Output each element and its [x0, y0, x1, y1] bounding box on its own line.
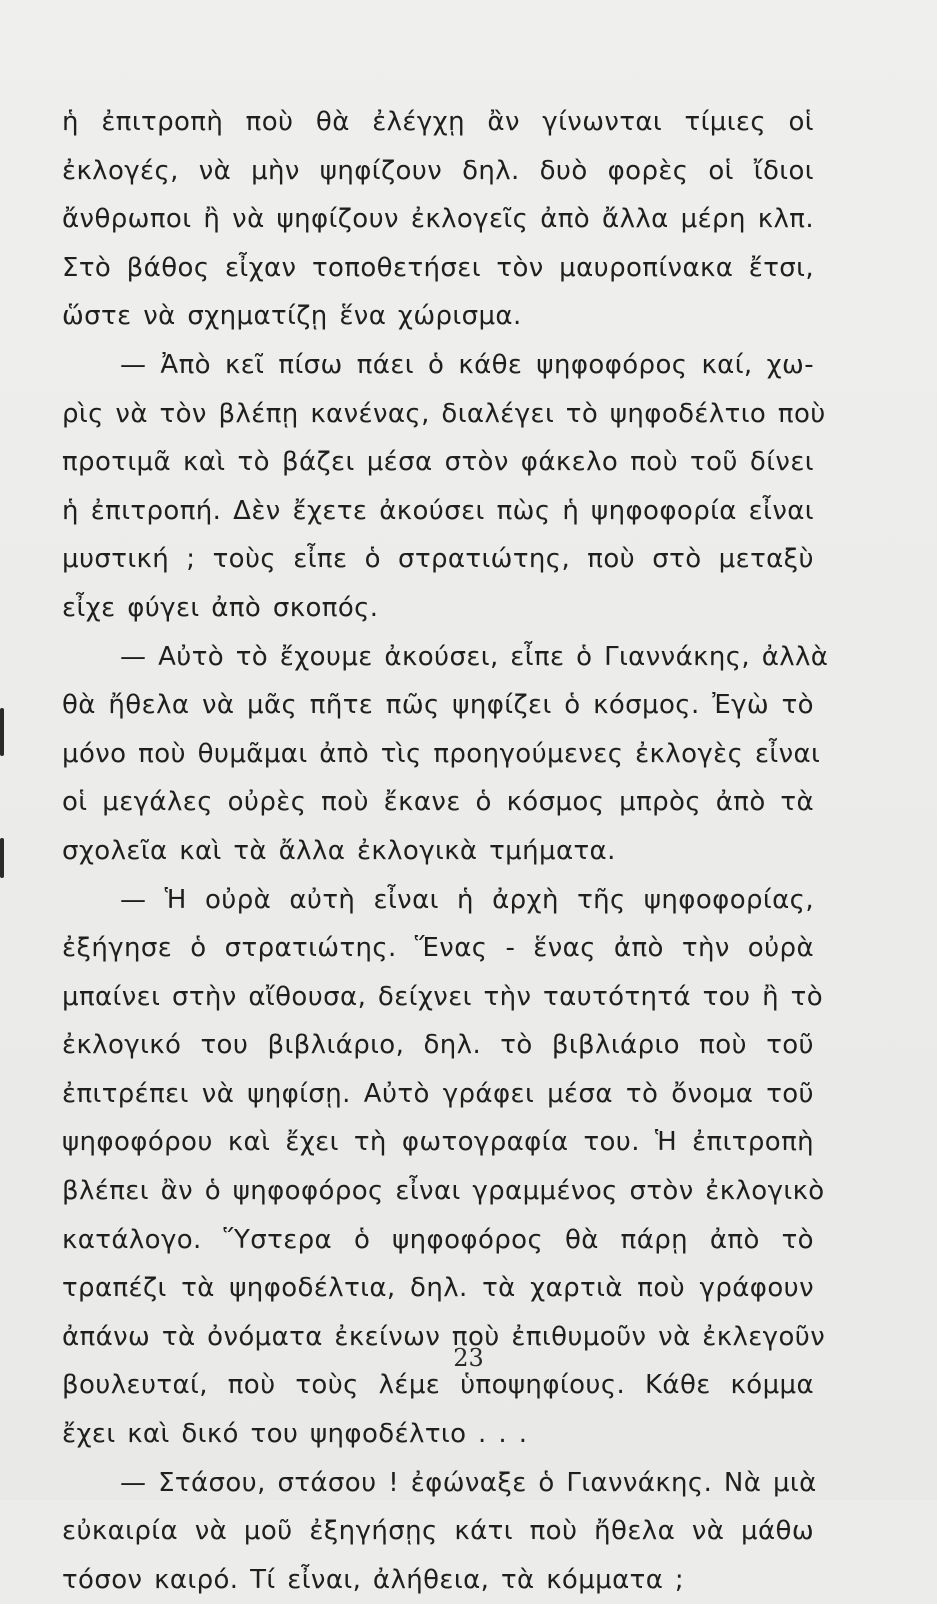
text-line: ἔχει καὶ δικό του ψηφοδέλτιο . . .	[62, 1419, 528, 1450]
text-line: προτιμᾶ καὶ τὸ βάζει μέσα στὸν φάκελο ποὺ τοῦ δίνει	[62, 447, 814, 478]
text-line: ἐπιτρέπει νὰ ψηφίσῃ. Αὐτὸ γράφει μέσα τὸ ὄνομα τοῦ	[62, 1078, 814, 1109]
text-line: ἡ ἐπιτροπὴ ποὺ θὰ ἐλέγχῃ ἂν γίνωνται τίμιες οἱ	[62, 107, 814, 137]
text-line: ρὶς νὰ τὸν βλέπῃ κανένας, διαλέγει τὸ ψηφοδέλτιο ποὺ	[62, 398, 826, 429]
text-line: ἐκλογικό του βιβλιάριο, δηλ. τὸ βιβλιάριο ποὺ τοῦ	[62, 1030, 814, 1061]
text-line: μπαίνει στὴν αἴθουσα, δείχνει τὴν ταυτότητά του ἢ τὸ	[62, 981, 824, 1012]
text-line: ἡ ἐπιτροπή. Δὲν ἔχετε ἀκούσει πὼς ἡ ψηφοφορία εἶναι	[62, 495, 814, 526]
text-line: — Αὐτὸ τὸ ἔχουμε ἀκούσει, εἶπε ὁ Γιαννάκης, ἀλλὰ	[120, 641, 829, 672]
text-line: βουλευταί, ποὺ τοὺς λέμε ὑποψηφίους. Κάθε κόμμα	[62, 1370, 814, 1401]
text-line: ψηφοφόρου καὶ ἔχει τὴ φωτογραφία του. Ἡ ἐπιτροπὴ	[62, 1127, 814, 1158]
text-line: εἶχε φύγει ἀπὸ σκοπός.	[62, 592, 379, 623]
body-text	[62, 98, 829, 1604]
text-line: οἱ μεγάλες οὐρὲς ποὺ ἔκανε ὁ κόσμος μπρὸς ἀπὸ τὰ	[62, 787, 814, 818]
text-line: ἐξήγησε ὁ στρατιώτης. Ἕνας - ἕνας ἀπὸ τὴν οὐρὰ	[62, 933, 814, 964]
text-line: ἐκλογές, νὰ μὴν ψηφίζουν δηλ. δυὸ φορὲς οἱ ἴδιοι	[62, 155, 814, 186]
text-line: ὥστε νὰ σχηματίζῃ ἕνα χώρισμα.	[62, 301, 522, 332]
page-edge-mark	[0, 838, 4, 878]
text-line: ἀπάνω τὰ ὀνόματα ἐκείνων ποὺ ἐπιθυμοῦν νὰ ἐκλεγοῦν	[62, 1321, 826, 1352]
text-line: μυστική ; τοὺς εἶπε ὁ στρατιώτης, ποὺ στὸ μεταξὺ	[62, 544, 814, 575]
text-line: κατάλογο. Ὕστερα ὁ ψηφοφόρος θὰ πάρῃ ἀπὸ τὸ	[62, 1224, 814, 1255]
text-line: — Ἀπὸ κεῖ πίσω πάει ὁ κάθε ψηφοφόρος καί, χω-	[120, 349, 814, 380]
text-line: ἄνθρωποι ἢ νὰ ψηφίζουν ἐκλογεῖς ἀπὸ ἄλλα μέρη κλπ.	[62, 204, 814, 235]
text-line: θὰ ἤθελα νὰ μᾶς πῆτε πῶς ψηφίζει ὁ κόσμος. Ἐγὼ τὸ	[62, 690, 814, 721]
text-line: Στὸ βάθος εἶχαν τοποθετήσει τὸν μαυροπίνακα ἔτσι,	[62, 252, 814, 283]
text-line: — Ἡ οὐρὰ αὐτὴ εἶναι ἡ ἀρχὴ τῆς ψηφοφορίας,	[120, 884, 814, 915]
page-edge-mark	[0, 708, 4, 756]
text-line: μόνο ποὺ θυμᾶμαι ἀπὸ τὶς προηγούμενες ἐκλογὲς εἶναι	[62, 738, 821, 769]
text-line: τόσον καιρό. Τί εἶναι, ἀλήθεια, τὰ κόμματα ;	[62, 1564, 685, 1595]
text-line: βλέπει ἂν ὁ ψηφοφόρος εἶναι γραμμένος στὸν ἐκλογικὸ	[62, 1176, 825, 1207]
text-line: — Στάσου, στάσου ! ἐφώναξε ὁ Γιαννάκης. Νὰ μιὰ	[120, 1467, 817, 1498]
text-line: σχολεῖα καὶ τὰ ἄλλα ἐκλογικὰ τμήματα.	[62, 835, 616, 866]
text-line: εὐκαιρία νὰ μοῦ ἐξηγήσῃς κάτι ποὺ ἤθελα νὰ μάθω	[62, 1516, 814, 1547]
page-number: 23	[453, 1344, 484, 1372]
text-line: τραπέζι τὰ ψηφοδέλτια, δηλ. τὰ χαρτιὰ ποὺ γράφουν	[62, 1273, 814, 1304]
